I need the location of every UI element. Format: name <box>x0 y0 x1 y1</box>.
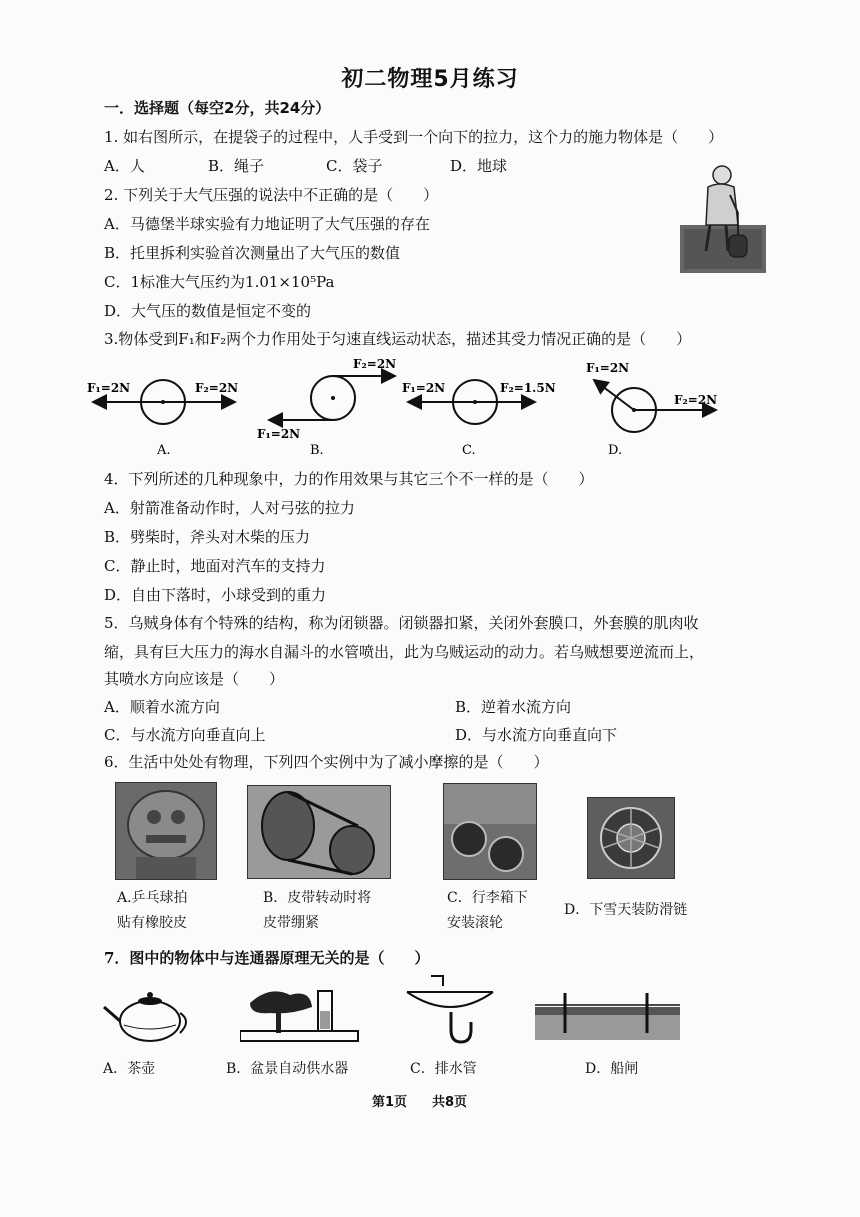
q1-person-bag-figure <box>680 155 766 273</box>
q7-caption-b: B．盆景自动供水器 <box>226 1061 349 1077</box>
q3-figure-b <box>255 354 405 462</box>
q6-caption-c-line1: C．行李箱下 <box>447 890 528 906</box>
q6-snow-chain-photo <box>587 797 675 879</box>
q6-pingpong-paddle-photo <box>115 782 217 880</box>
q2-option-c: C．1标准大气压约为1.01×10⁵Pa <box>104 273 335 291</box>
q7-teapot-figure <box>100 985 190 1045</box>
q1-option-d: D．地球 <box>450 157 508 175</box>
q3-b-label: B. <box>310 443 324 458</box>
q3-c-f2: F₂=1.5N <box>500 381 556 395</box>
q6-caption-a-line1: A.乒乓球拍 <box>117 890 188 906</box>
q6-caption-b-line1: B．皮带转动时将 <box>263 890 372 906</box>
q3-stem: 3.物体受到F₁和F₂两个力作用处于匀速直线运动状态，描述其受力情况正确的是（ ） <box>104 330 692 348</box>
q6-caption-a-line2: 贴有橡胶皮 <box>117 915 187 931</box>
q6-belt-photo <box>247 785 391 879</box>
q5-option-b: B．逆着水流方向 <box>455 698 572 716</box>
q4-option-b: B．劈柴时，斧头对木柴的压力 <box>104 528 311 546</box>
page-title: 初二物理5月练习 <box>341 67 519 92</box>
q2-stem: 2. 下列关于大气压强的说法中不正确的是（ ） <box>104 186 439 204</box>
q7-caption-a: A．茶壶 <box>103 1061 156 1077</box>
q7-caption-d: D．船闸 <box>585 1061 639 1077</box>
q3-d-label: D. <box>608 443 623 458</box>
q3-c-f1: F₁=2N <box>402 381 446 395</box>
q1-option-c: C．袋子 <box>326 157 383 175</box>
q2-option-b: B．托里拆利实验首次测量出了大气压的数值 <box>104 244 401 262</box>
q7-drain-pipe-figure <box>403 972 498 1052</box>
q3-b-f2: F₂=2N <box>353 357 397 371</box>
q7-caption-c: C．排水管 <box>410 1061 477 1077</box>
footer-total: 共8页 <box>432 1095 468 1110</box>
q3-b-f1: F₁=2N <box>257 427 301 441</box>
q3-a-f2: F₂=2N <box>195 381 239 395</box>
q5-option-d: D．与水流方向垂直向下 <box>455 726 618 744</box>
q4-option-c: C．静止时，地面对汽车的支持力 <box>104 557 326 575</box>
q5-stem-line-2: 缩，具有巨大压力的海水自漏斗的水管喷出，此为乌贼运动的动力。若乌贼想要逆流而上， <box>104 643 705 661</box>
q6-caption-b-line2: 皮带绷紧 <box>263 915 319 931</box>
q2-option-a: A．马德堡半球实验有力地证明了大气压强的存在 <box>104 215 430 233</box>
q4-stem: 4．下列所述的几种现象中，力的作用效果与其它三个不一样的是（ ） <box>104 470 594 488</box>
q3-figure-c <box>400 362 570 462</box>
q5-option-c: C．与水流方向垂直向上 <box>104 726 266 744</box>
footer-page: 第1页 <box>372 1095 408 1110</box>
q6-caption-d: D．下雪天装防滑链 <box>564 902 688 918</box>
q5-stem-line-1: 5．乌贼身体有个特殊的结构，称为闭锁器。闭锁器扣紧，关闭外套膜口，外套膜的肌肉收 <box>104 614 699 632</box>
q4-option-a: A．射箭准备动作时，人对弓弦的拉力 <box>104 499 355 517</box>
q3-figure-a <box>85 362 250 462</box>
q4-option-d: D．自由下落时，小球受到的重力 <box>104 586 327 604</box>
q6-stem: 6．生活中处处有物理，下列四个实例中为了减小摩擦的是（ ） <box>104 753 549 771</box>
q5-option-a: A．顺着水流方向 <box>104 698 220 716</box>
q3-figure-d <box>578 358 728 462</box>
q3-d-f1: F₁=2N <box>586 361 630 375</box>
q1-option-a: A．人 <box>104 157 145 175</box>
q1-stem: 1. 如右图所示，在提袋子的过程中，人手受到一个向下的拉力，这个力的施力物体是（ ） <box>104 128 724 146</box>
q1-option-b: B．绳子 <box>208 157 265 175</box>
q2-option-d: D．大气压的数值是恒定不变的 <box>104 302 312 320</box>
q3-a-label: A. <box>157 443 171 458</box>
q6-caption-c-line2: 安装滚轮 <box>447 915 503 931</box>
q7-bonsai-waterer-figure <box>240 985 360 1045</box>
q3-a-f1: F₁=2N <box>87 381 131 395</box>
q6-suitcase-wheels-photo <box>443 783 537 880</box>
q7-stem: 7．图中的物体中与连通器原理无关的是（ ） <box>104 949 430 967</box>
section-heading: 一．选择题（每空2分，共24分） <box>104 99 331 117</box>
q5-stem-line-3: 其喷水方向应该是（ ） <box>104 670 285 688</box>
q3-d-f2: F₂=2N <box>674 393 718 407</box>
q7-ship-lock-figure <box>535 985 680 1040</box>
q3-c-label: C. <box>462 443 476 458</box>
